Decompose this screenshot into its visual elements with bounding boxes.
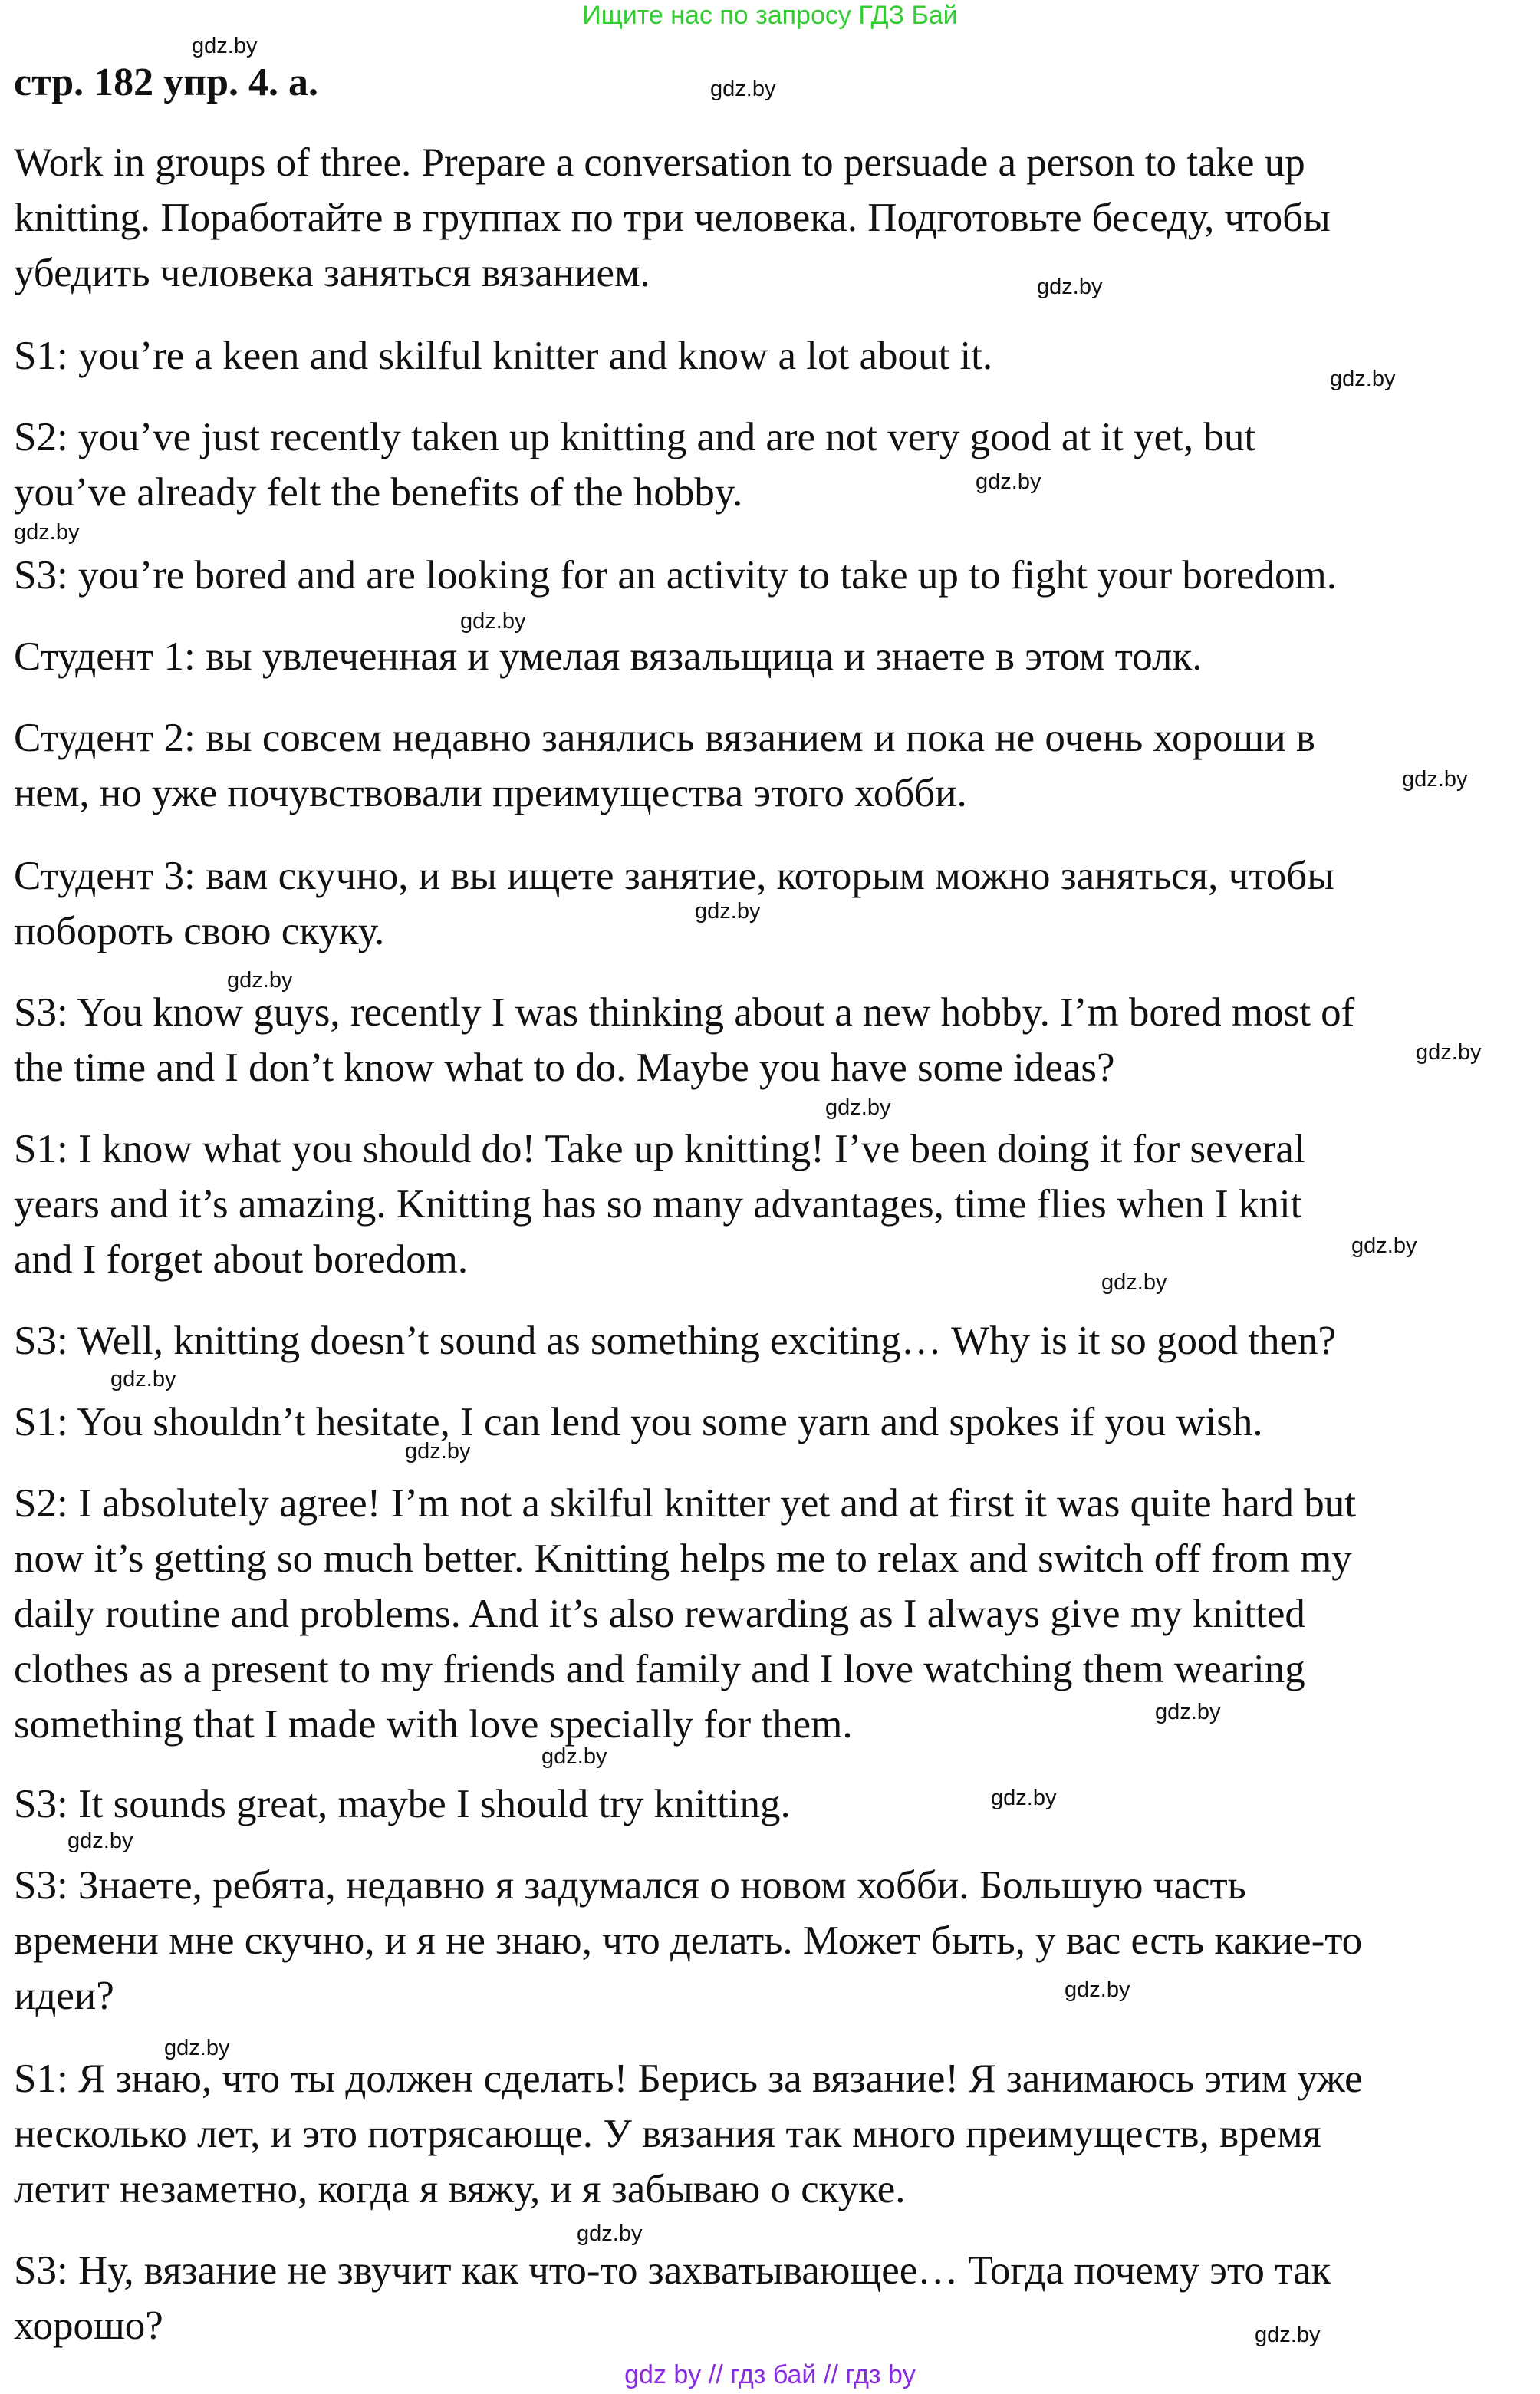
watermark: gdz.by: [1330, 367, 1396, 391]
exercise-heading: стр. 182 упр. 4. а.: [14, 61, 319, 104]
footer-links[interactable]: gdz by // гдз бай // гдз by: [624, 2360, 916, 2389]
watermark: gdz.by: [1402, 767, 1468, 792]
text-line: S3: It sounds great, maybe I should try knitting.: [14, 1782, 791, 1826]
watermark: gdz.by: [976, 469, 1041, 494]
text-line: идеи?: [14, 1974, 114, 2018]
text-line: and I forget about boredom.: [14, 1237, 469, 1282]
watermark: gdz.by: [1416, 1040, 1482, 1065]
text-line: времени мне скучно, и я не знаю, что делать. Может быть, у вас есть какие-то: [14, 1918, 1363, 1963]
role-s2-en: [14, 410, 1528, 520]
watermark: gdz.by: [1101, 1270, 1167, 1295]
text-line: нем, но уже почувствовали преимущества этого хобби.: [14, 771, 967, 815]
watermark: gdz.by: [710, 77, 776, 101]
text-line: Студент 3: вам скучно, и вы ищете занятие, которым можно заняться, чтобы: [14, 854, 1334, 898]
task-instructions: [14, 135, 1528, 301]
top-banner[interactable]: Ищите нас по запросу ГДЗ Бай: [582, 1, 958, 30]
dialogue-s1-ru: [14, 2051, 1528, 2217]
watermark: gdz.by: [1351, 1233, 1417, 1258]
text-line: you’ve already felt the benefits of the hobby.: [14, 470, 743, 515]
text-line: S2: I absolutely agree! I’m not a skilful knitter yet and at first it was quite hard but: [14, 1481, 1357, 1526]
watermark: gdz.by: [67, 1829, 133, 1853]
watermark: gdz.by: [1037, 275, 1103, 299]
text-line: Студент 2: вы совсем недавно занялись вязанием и пока не очень хороши в: [14, 716, 1315, 760]
watermark: gdz.by: [460, 609, 526, 634]
role-s2-ru: [14, 710, 1528, 821]
dialogue-s1-en-2: [14, 1395, 1528, 1450]
watermark: gdz.by: [110, 1367, 176, 1391]
watermark: gdz.by: [577, 2221, 643, 2246]
text-line: daily routine and problems. And it’s also rewarding as I always give my knitted: [14, 1592, 1305, 1636]
text-line: хорошо?: [14, 2303, 163, 2348]
text-line: something that I made with love specially for them.: [14, 1702, 853, 1747]
dialogue-s2-en: [14, 1476, 1528, 1752]
text-line: the time and I don’t know what to do. Maybe you have some ideas?: [14, 1046, 1115, 1090]
text-line: S1: I know what you should do! Take up knitting! I’ve been doing it for several: [14, 1127, 1305, 1171]
watermark: gdz.by: [991, 1786, 1057, 1810]
text-line: S3: Знаете, ребята, недавно я задумался о новом хобби. Большую часть: [14, 1863, 1246, 1908]
text-line: несколько лет, и это потрясающе. У вязания так много преимуществ, время: [14, 2112, 1322, 2156]
text-line: Студент 1: вы увлеченная и умелая вязальщица и знаете в этом толк.: [14, 634, 1203, 679]
role-s3-en: [14, 548, 1528, 603]
watermark: gdz.by: [1065, 1977, 1130, 2002]
text-line: S3: Ну, вязание не звучит как что-то захватывающее… Тогда почему это так: [14, 2248, 1331, 2293]
watermark: gdz.by: [192, 34, 258, 58]
dialogue-s3-ru-1: [14, 1858, 1528, 2024]
watermark: gdz.by: [1155, 1700, 1221, 1724]
role-s1-ru: [14, 629, 1528, 684]
text-line: летит незаметно, когда я вяжу, и я забываю о скуке.: [14, 2167, 906, 2211]
text-line: years and it’s amazing. Knitting has so many advantages, time flies when I knit: [14, 1182, 1302, 1227]
text-line: S3: Well, knitting doesn’t sound as something exciting… Why is it so good then?: [14, 1319, 1337, 1363]
watermark: gdz.by: [695, 899, 761, 924]
text-line: S3: you’re bored and are looking for an activity to take up to fight your boredom.: [14, 553, 1338, 598]
dialogue-s1-en-1: [14, 1121, 1528, 1287]
dialogue-s3-en-1: [14, 985, 1528, 1095]
watermark: gdz.by: [1255, 2323, 1321, 2347]
watermark: gdz.by: [227, 968, 293, 993]
text-line: убедить человека заняться вязанием.: [14, 251, 650, 295]
watermark: gdz.by: [164, 2036, 230, 2060]
role-s3-ru: [14, 848, 1528, 959]
text-line: knitting. Поработайте в группах по три человека. Подготовьте беседу, чтобы: [14, 196, 1331, 240]
watermark: gdz.by: [405, 1439, 471, 1464]
text-line: побороть свою скуку.: [14, 909, 385, 953]
watermark: gdz.by: [541, 1744, 607, 1769]
text-line: S1: you’re a keen and skilful knitter and know a lot about it.: [14, 334, 993, 378]
watermark: gdz.by: [14, 520, 80, 545]
text-line: Work in groups of three. Prepare a conversation to persuade a person to take up: [14, 140, 1305, 185]
dialogue-s3-en-2: [14, 1313, 1528, 1368]
text-line: clothes as a present to my friends and family and I love watching them wearing: [14, 1647, 1305, 1691]
role-s1-en: [14, 328, 1528, 384]
text-line: S2: you’ve just recently taken up knitting and are not very good at it yet, but: [14, 415, 1256, 459]
text-line: S1: You shouldn’t hesitate, I can lend you some yarn and spokes if you wish.: [14, 1400, 1263, 1444]
text-line: S1: Я знаю, что ты должен сделать! Берись за вязание! Я занимаюсь этим уже: [14, 2056, 1363, 2101]
watermark: gdz.by: [825, 1095, 891, 1120]
dialogue-s3-en-3: [14, 1777, 1528, 1832]
text-line: S3: You know guys, recently I was thinking about a new hobby. I’m bored most of: [14, 990, 1355, 1035]
text-line: now it’s getting so much better. Knitting helps me to relax and switch off from my: [14, 1536, 1352, 1581]
